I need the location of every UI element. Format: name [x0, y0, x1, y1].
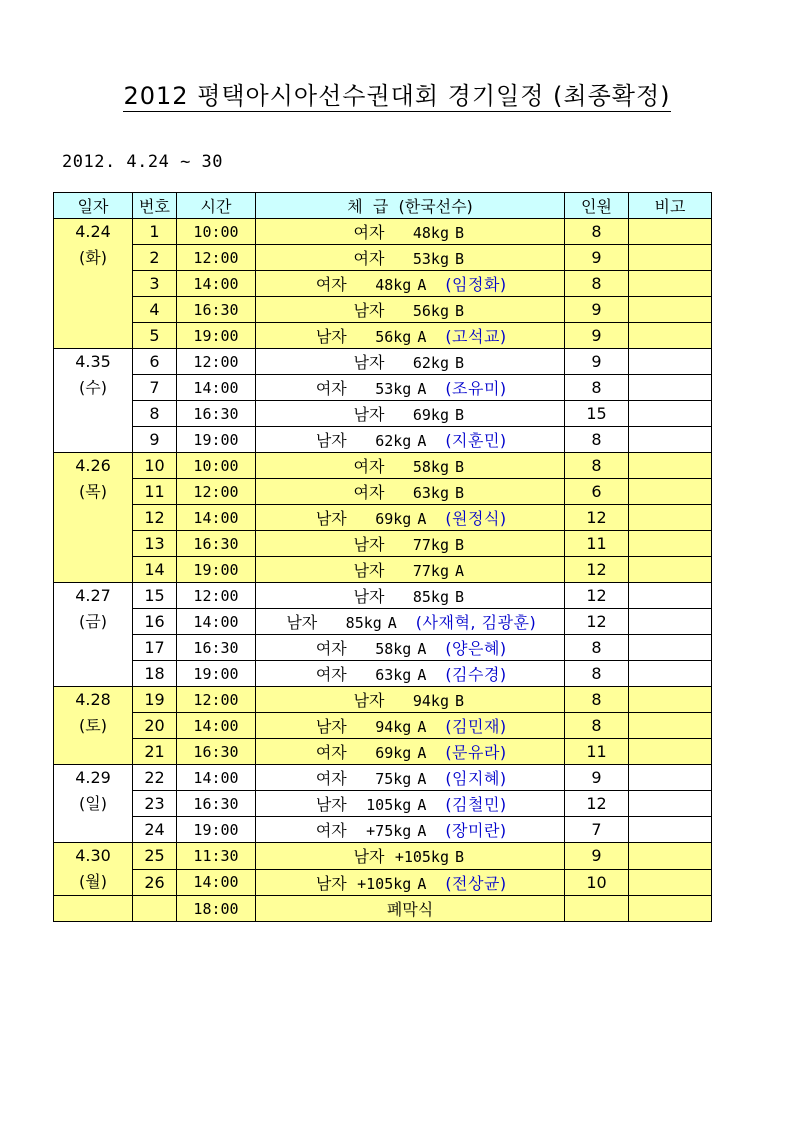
day-date: 4.27: [75, 586, 111, 605]
table-row: [54, 349, 712, 375]
event-note: [629, 661, 712, 687]
event-division: B: [455, 536, 465, 554]
day-weekday: (목): [79, 482, 107, 501]
day-weekday: (일): [79, 794, 107, 813]
event-division: A: [417, 718, 427, 736]
event-count: 8: [565, 635, 629, 661]
event-cell: [256, 791, 565, 817]
day-date: 4.29: [75, 768, 111, 787]
event-number: 26: [133, 869, 177, 896]
event-note: [629, 531, 712, 557]
event-gender: 여자: [315, 821, 347, 840]
event-weight: 56kg: [375, 328, 412, 346]
event-count: 12: [565, 609, 629, 635]
event-gender: 남자: [353, 587, 385, 606]
event-count: 12: [565, 791, 629, 817]
event-note: [629, 869, 712, 896]
table-row: [54, 791, 712, 817]
event-cell: [256, 739, 565, 765]
event-time: 12:00: [177, 583, 256, 609]
event-gender: 여자: [353, 483, 385, 502]
event-gender: 남자: [315, 795, 347, 814]
event-division: A: [417, 640, 427, 658]
event-weight: 53kg: [412, 250, 449, 268]
event-note: [629, 635, 712, 661]
event-weight: 85kg: [345, 614, 382, 632]
document-title-text: 2012 평택아시아선수권대회 경기일정 (최종확정): [123, 82, 671, 110]
event-note: [629, 349, 712, 375]
event-time: 12:00: [177, 687, 256, 713]
event-count: 8: [565, 661, 629, 687]
event-count: 8: [565, 375, 629, 401]
table-row: [54, 427, 712, 453]
event-number: 16: [133, 609, 177, 635]
event-count: 8: [565, 271, 629, 297]
event-number: 19: [133, 687, 177, 713]
event-gender: 남자: [353, 405, 385, 424]
event-number: 2: [133, 245, 177, 271]
event-note: [629, 713, 712, 739]
event-time: 16:30: [177, 401, 256, 427]
event-note: [629, 583, 712, 609]
korean-players: (임정화): [445, 275, 507, 294]
event-division: B: [455, 406, 465, 424]
event-cell: [256, 531, 565, 557]
header-row: [54, 193, 712, 219]
event-gender: 남자: [353, 847, 385, 867]
table-row: [54, 297, 712, 323]
event-number: 14: [133, 557, 177, 583]
day-weekday: (수): [79, 378, 107, 397]
event-note: [629, 245, 712, 271]
event-gender: 남자: [315, 717, 347, 736]
event-cell: [256, 271, 565, 297]
event-time: 10:00: [177, 453, 256, 479]
event-division: B: [455, 692, 465, 710]
event-number: 24: [133, 817, 177, 843]
day-date: 4.35: [75, 352, 111, 371]
day-date-cell: [54, 453, 133, 583]
table-row: [54, 531, 712, 557]
table-row: [54, 687, 712, 713]
event-gender: 여자: [353, 249, 385, 268]
event-number: 18: [133, 661, 177, 687]
closing-time: 18:00: [177, 896, 256, 922]
event-cell: [256, 609, 565, 635]
event-gender: 남자: [315, 431, 347, 450]
event-division: A: [417, 432, 427, 450]
header-count: 인원: [565, 193, 629, 219]
korean-players: (전상균): [445, 873, 507, 893]
event-weight: 94kg: [412, 692, 449, 710]
event-count: 8: [565, 219, 629, 245]
event-count: 12: [565, 505, 629, 531]
event-weight: 56kg: [412, 302, 449, 320]
header-note: 비고: [629, 193, 712, 219]
event-division: A: [417, 822, 427, 840]
event-cell: [256, 297, 565, 323]
table-row: [54, 557, 712, 583]
event-note: [629, 687, 712, 713]
event-gender: 남자: [315, 873, 347, 893]
event-number: 21: [133, 739, 177, 765]
event-cell: [256, 505, 565, 531]
event-weight: 58kg: [412, 458, 449, 476]
event-weight: 53kg: [375, 380, 412, 398]
event-weight: 105kg: [366, 796, 412, 814]
closing-note: [629, 896, 712, 922]
event-weight: 77kg: [412, 536, 449, 554]
table-row: [54, 765, 712, 791]
korean-players: (사재혁, 김광훈): [415, 613, 537, 632]
event-weight: 69kg: [375, 744, 412, 762]
event-time: 16:30: [177, 531, 256, 557]
event-weight: 77kg: [412, 562, 449, 580]
event-count: 9: [565, 765, 629, 791]
event-division: A: [417, 770, 427, 788]
event-time: 19:00: [177, 557, 256, 583]
event-weight: 63kg: [375, 666, 412, 684]
header-event-label: 체 급 (한국선수): [347, 197, 473, 216]
event-weight: 94kg: [375, 718, 412, 736]
event-time: 16:30: [177, 297, 256, 323]
table-row: [54, 505, 712, 531]
event-count: 8: [565, 427, 629, 453]
event-division: A: [417, 328, 427, 346]
event-note: [629, 739, 712, 765]
day-weekday: (월): [79, 872, 107, 891]
event-count: 10: [565, 869, 629, 896]
table-row: [54, 479, 712, 505]
event-note: [629, 479, 712, 505]
event-cell: [256, 765, 565, 791]
event-gender: 여자: [315, 275, 347, 294]
event-note: [629, 219, 712, 245]
day-date-cell: [54, 843, 133, 896]
event-division: A: [417, 510, 427, 528]
event-number: 8: [133, 401, 177, 427]
event-division: A: [417, 380, 427, 398]
event-number: 11: [133, 479, 177, 505]
event-time: 11:30: [177, 843, 256, 870]
schedule-table: [53, 192, 712, 922]
event-note: [629, 323, 712, 349]
event-time: 14:00: [177, 713, 256, 739]
date-range: 2012. 4.24 ~ 30: [62, 152, 224, 172]
event-number: 9: [133, 427, 177, 453]
table-row: [54, 401, 712, 427]
korean-players: (조유미): [445, 379, 507, 398]
header-date: 일자: [54, 193, 133, 219]
event-division: A: [455, 562, 465, 580]
event-count: 11: [565, 531, 629, 557]
event-count: 9: [565, 245, 629, 271]
event-gender: 여자: [315, 665, 347, 684]
table-row: [54, 635, 712, 661]
event-note: [629, 817, 712, 843]
korean-players: (김수경): [445, 665, 507, 684]
event-number: 4: [133, 297, 177, 323]
korean-players: (김철민): [445, 795, 507, 814]
event-time: 19:00: [177, 661, 256, 687]
day-date-cell: [54, 765, 133, 843]
event-time: 19:00: [177, 323, 256, 349]
event-cell: [256, 557, 565, 583]
day-weekday: (금): [79, 612, 107, 631]
day-date-cell: [54, 349, 133, 453]
event-note: [629, 505, 712, 531]
table-row: [54, 713, 712, 739]
event-note: [629, 557, 712, 583]
day-date-cell: [54, 219, 133, 349]
event-division: B: [455, 484, 465, 502]
event-time: 14:00: [177, 271, 256, 297]
event-cell: [256, 453, 565, 479]
event-weight: 62kg: [412, 354, 449, 372]
table-row: [54, 661, 712, 687]
event-number: 22: [133, 765, 177, 791]
event-time: 19:00: [177, 427, 256, 453]
event-weight: 69kg: [375, 510, 412, 528]
event-cell: [256, 583, 565, 609]
event-count: 9: [565, 323, 629, 349]
event-weight: +75kg: [366, 822, 412, 840]
event-division: B: [455, 354, 465, 372]
event-count: 6: [565, 479, 629, 505]
table-row: [54, 245, 712, 271]
event-count: 12: [565, 557, 629, 583]
event-number: 12: [133, 505, 177, 531]
event-division: A: [417, 744, 427, 762]
event-weight: 48kg: [412, 224, 449, 242]
event-time: 14:00: [177, 869, 256, 896]
table-row: [54, 583, 712, 609]
event-count: 8: [565, 687, 629, 713]
korean-players: (고석교): [445, 327, 507, 346]
event-count: 11: [565, 739, 629, 765]
event-number: 5: [133, 323, 177, 349]
event-time: 14:00: [177, 375, 256, 401]
event-cell: [256, 661, 565, 687]
event-note: [629, 765, 712, 791]
closing-row: [54, 896, 712, 922]
event-note: [629, 401, 712, 427]
closing-number: [133, 896, 177, 922]
event-gender: 남자: [286, 613, 318, 632]
closing-event: 폐막식: [256, 896, 565, 922]
event-note: [629, 453, 712, 479]
event-cell: [256, 375, 565, 401]
table-row: [54, 609, 712, 635]
event-cell: [256, 479, 565, 505]
event-weight: 63kg: [412, 484, 449, 502]
event-time: 10:00: [177, 219, 256, 245]
event-division: A: [417, 796, 427, 814]
event-time: 16:30: [177, 739, 256, 765]
table-row: [54, 817, 712, 843]
event-weight: +105kg: [394, 848, 449, 867]
event-count: 15: [565, 401, 629, 427]
event-cell: [256, 349, 565, 375]
event-number: 25: [133, 843, 177, 870]
event-number: 6: [133, 349, 177, 375]
day-weekday: (토): [79, 716, 107, 735]
event-note: [629, 609, 712, 635]
event-time: 14:00: [177, 765, 256, 791]
event-gender: 남자: [353, 301, 385, 320]
korean-players: (지훈민): [445, 431, 507, 450]
day-date-cell: [54, 687, 133, 765]
day-date: 4.24: [75, 222, 111, 241]
event-cell: [256, 687, 565, 713]
event-cell: [256, 323, 565, 349]
korean-players: (문유라): [445, 743, 507, 762]
document-title: [0, 76, 794, 111]
event-division: B: [455, 302, 465, 320]
day-date-cell: [54, 583, 133, 687]
event-note: [629, 271, 712, 297]
event-number: 23: [133, 791, 177, 817]
header-no: 번호: [133, 193, 177, 219]
event-number: 13: [133, 531, 177, 557]
event-cell: [256, 427, 565, 453]
event-gender: 여자: [353, 223, 385, 242]
event-gender: 여자: [315, 743, 347, 762]
event-division: B: [455, 224, 465, 242]
event-number: 10: [133, 453, 177, 479]
korean-players: (원정식): [445, 509, 507, 528]
event-number: 7: [133, 375, 177, 401]
day-date: 4.28: [75, 690, 111, 709]
event-count: 9: [565, 349, 629, 375]
event-number: 15: [133, 583, 177, 609]
event-division: A: [417, 276, 427, 294]
event-cell: [256, 401, 565, 427]
korean-players: (임지혜): [445, 769, 507, 788]
table-row: [54, 869, 712, 896]
event-count: 9: [565, 843, 629, 870]
table-row: [54, 739, 712, 765]
event-cell: [256, 843, 565, 870]
event-division: B: [455, 588, 465, 606]
event-gender: 남자: [353, 535, 385, 554]
event-gender: 여자: [315, 379, 347, 398]
event-division: A: [417, 874, 427, 893]
event-cell: [256, 869, 565, 896]
table-row: [54, 375, 712, 401]
event-time: 16:30: [177, 635, 256, 661]
event-number: 17: [133, 635, 177, 661]
event-number: 20: [133, 713, 177, 739]
event-division: A: [387, 614, 397, 632]
event-cell: [256, 635, 565, 661]
event-count: 9: [565, 297, 629, 323]
event-division: A: [417, 666, 427, 684]
event-count: 12: [565, 583, 629, 609]
event-number: 1: [133, 219, 177, 245]
event-note: [629, 375, 712, 401]
event-time: 12:00: [177, 245, 256, 271]
event-weight: 85kg: [412, 588, 449, 606]
day-date: 4.26: [75, 456, 111, 475]
event-division: B: [455, 458, 465, 476]
event-gender: 남자: [315, 509, 347, 528]
event-gender: 남자: [353, 353, 385, 372]
table-row: [54, 843, 712, 870]
event-time: 19:00: [177, 817, 256, 843]
event-number: 3: [133, 271, 177, 297]
event-cell: [256, 245, 565, 271]
closing-date: [54, 896, 133, 922]
event-gender: 여자: [353, 457, 385, 476]
event-gender: 남자: [315, 327, 347, 346]
event-time: 16:30: [177, 791, 256, 817]
event-count: 7: [565, 817, 629, 843]
event-time: 12:00: [177, 349, 256, 375]
header-time: 시간: [177, 193, 256, 219]
event-note: [629, 297, 712, 323]
event-cell: [256, 219, 565, 245]
event-time: 12:00: [177, 479, 256, 505]
event-note: [629, 427, 712, 453]
event-cell: [256, 713, 565, 739]
event-count: 8: [565, 713, 629, 739]
event-division: B: [455, 848, 465, 867]
table-row: [54, 219, 712, 245]
header-event: [256, 193, 565, 219]
table-row: [54, 453, 712, 479]
event-weight: 58kg: [375, 640, 412, 658]
event-count: 8: [565, 453, 629, 479]
schedule-body: [54, 219, 712, 922]
event-gender: 남자: [353, 691, 385, 710]
event-weight: 62kg: [375, 432, 412, 450]
event-note: [629, 791, 712, 817]
event-gender: 남자: [353, 561, 385, 580]
event-time: 14:00: [177, 505, 256, 531]
event-weight: 48kg: [375, 276, 412, 294]
event-gender: 여자: [315, 769, 347, 788]
event-weight: 75kg: [375, 770, 412, 788]
event-time: 14:00: [177, 609, 256, 635]
table-row: [54, 271, 712, 297]
event-cell: [256, 817, 565, 843]
event-gender: 여자: [315, 639, 347, 658]
korean-players: (김민재): [445, 717, 507, 736]
day-date: 4.30: [75, 846, 111, 865]
event-note: [629, 843, 712, 870]
event-division: B: [455, 250, 465, 268]
korean-players: (양은혜): [445, 639, 507, 658]
korean-players: (장미란): [445, 821, 507, 840]
day-weekday: (화): [79, 248, 107, 267]
table-row: [54, 323, 712, 349]
event-weight: +105kg: [357, 874, 412, 893]
event-weight: 69kg: [412, 406, 449, 424]
closing-count: [565, 896, 629, 922]
